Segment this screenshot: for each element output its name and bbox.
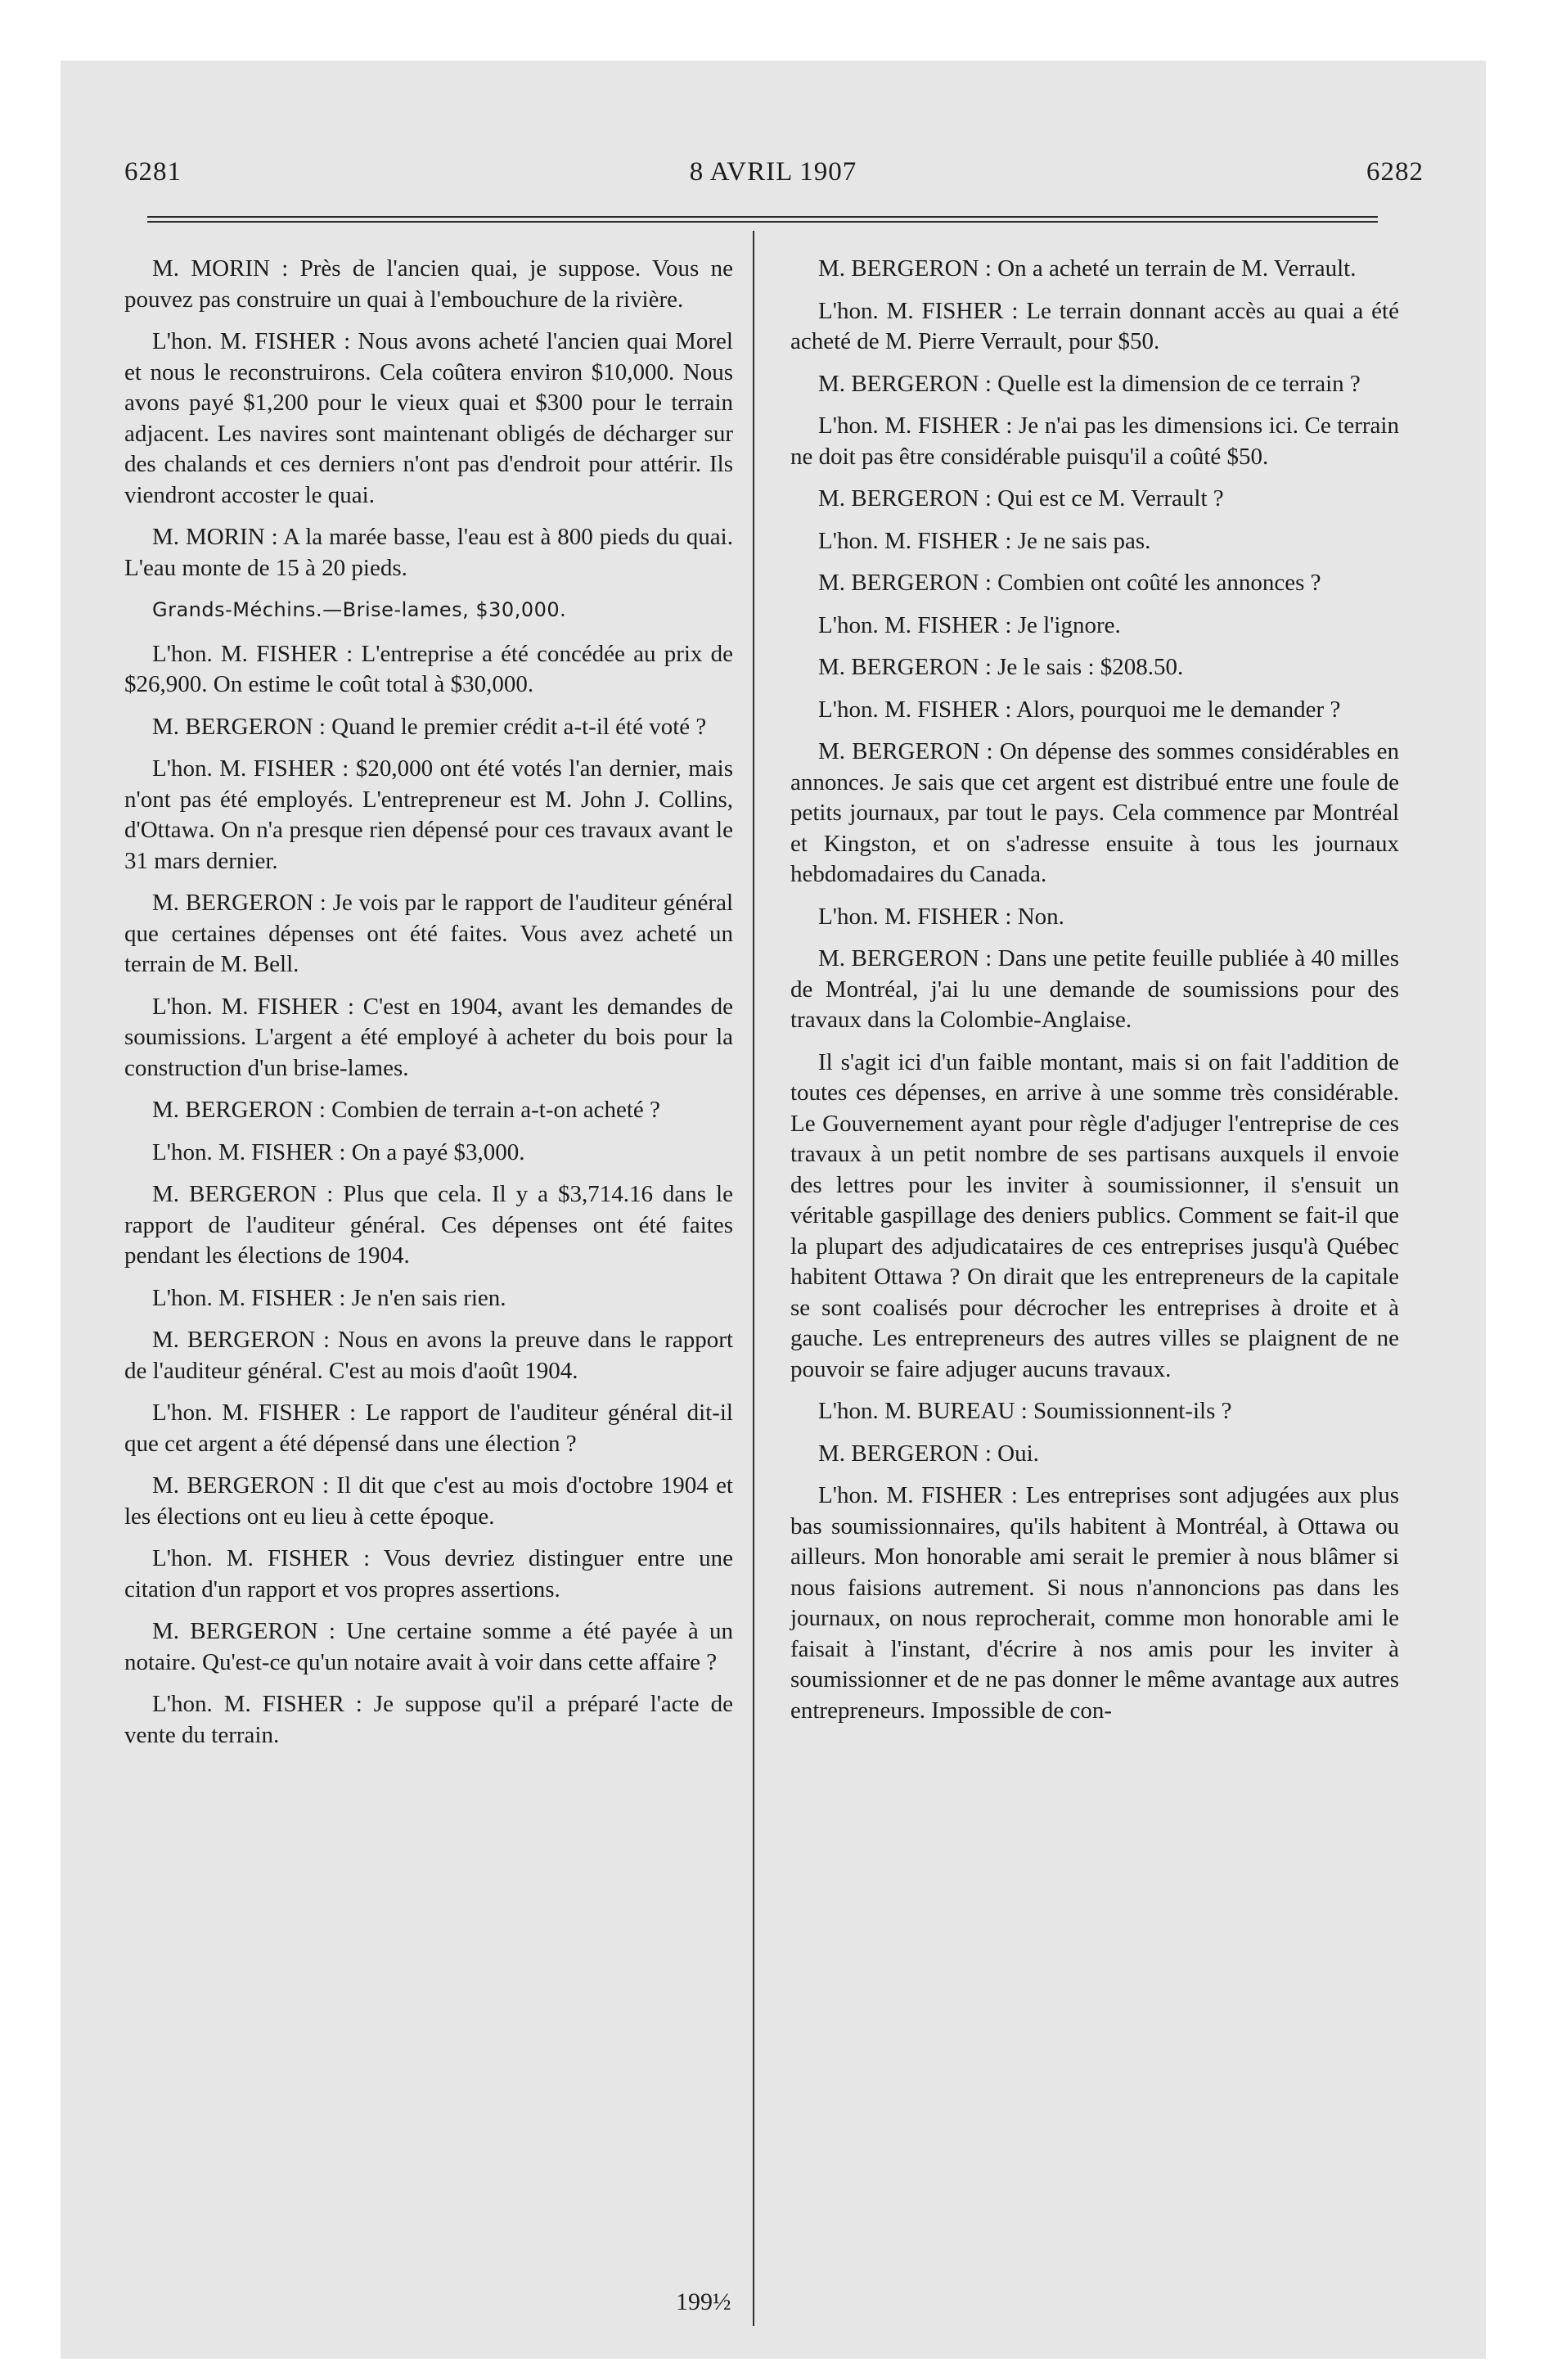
paragraph: M. BERGERON : Dans une petite feuille publiée à 40 milles de Montréal, j'ai lu une demande de soumissions pour des travaux dans la Colombie-Anglaise. [790,945,1399,1033]
paragraph: M. BERGERON : Qui est ce M. Verrault ? [818,485,1224,512]
paragraph: M. MORIN : Près de l'ancien quai, je suppose. Vous ne pouvez pas construire un quai à l'embouchure de la rivière. [124,255,733,313]
paragraph: L'hon. M. FISHER : L'entreprise a été concédée au prix de $26,900. On estime le coût total à $30,000. [124,640,733,697]
paragraph: L'hon. M. FISHER : $20,000 ont été votés l'an dernier, mais n'ont pas été employés. L'entrepreneur est M. John J. Collins, d'Ottawa. On n'a presque rien dépensé pour ces travaux avant le 31 mars dernier. [124,755,733,874]
paragraph: L'hon. M. FISHER : Le terrain donnant accès au quai a été acheté de M. Pierre Verrault, pour $50. [790,297,1399,354]
paragraph: L'hon. M. FISHER : Je ne sais pas. [818,527,1151,554]
folio-mark: 199½ [676,2288,731,2315]
paragraph: L'hon. M. FISHER : Les entreprises sont adjugées aux plus bas soumissionnaires, qu'ils habitent à Montréal, à Ottawa ou ailleurs. Mon honorable ami serait le premier à nous blâmer si nous faisions autrement. Si nous n'annoncions pas dans les journaux, on nous reprocherait, comme mon honorable ami le faisait à l'instant, d'écrire à nos amis pour les inviter à soumissionner et de ne pas donner le même avantage aux autres entrepreneurs. Impossible de con- [790,1482,1399,1724]
paragraph: L'hon. M. FISHER : Je n'en sais rien. [152,1284,506,1311]
paragraph: M. BERGERON : Il dit que c'est au mois d'octobre 1904 et les élections ont eu lieu à cette époque. [124,1472,733,1530]
paragraph: L'hon. M. BUREAU : Soumissionnent-ils ? [818,1398,1232,1424]
paragraph: L'hon. M. FISHER : Je suppose qu'il a préparé l'acte de vente du terrain. [124,1691,733,1748]
paragraph: L'hon. M. FISHER : C'est en 1904, avant les demandes de soumissions. L'argent a été employé à acheter du bois pour la construction d'un brise-lames. [124,993,733,1081]
left-column [124,254,733,1762]
paragraph: M. BERGERON : Combien de terrain a-t-on acheté ? [152,1097,660,1123]
header-rule-second [147,221,1378,223]
paragraph: M. BERGERON : Plus que cela. Il y a $3,714.16 dans le rapport de l'auditeur général. Ces dépenses ont été faites pendant les élections de 1904. [124,1181,733,1269]
page-date: 8 AVRIL 1907 [689,157,857,187]
paragraph: L'hon. M. FISHER : Je l'ignore. [818,611,1121,638]
right-column [790,254,1399,1738]
paragraph: Il s'agit ici d'un faible montant, mais si on fait l'addition de toutes ces dépenses, en arrive à une somme très considérable. Le Gouvernement ayant pour règle d'adjuger l'entreprise de ces travaux à un petit nombre de ses partisans auxquels il envoie des lettres pour les inviter à soumissionner, il s'ensuit un véritable gaspillage des deniers publics. Comment se fait-il que la plupart des adjudicataires de ces entreprises jusqu'à Québec habitent Ottawa ? On dirait que les entrepreneurs de la capitale se sont coalisés pour décrocher les entreprises à droite et à gauche. Les entrepreneurs des autres villes se plaignent de ne pouvoir se faire adjuger aucuns travaux. [790,1048,1399,1382]
paragraph: L'hon. M. FISHER : Alors, pourquoi me le demander ? [818,696,1341,723]
paragraph: M. BERGERON : Je le sais : $208.50. [818,654,1184,680]
paragraph: M. MORIN : A la marée basse, l'eau est à 800 pieds du quai. L'eau monte de 15 à 20 pieds. [124,524,733,581]
paragraph: M. BERGERON : On dépense des sommes considérables en annonces. Je sais que cet argent est distribué entre une foule de petits journaux, par tout le pays. Cela commence par Montréal et Kingston, et on s'adresse ensuite à tous les journaux hebdomadaires du Canada. [790,738,1399,887]
paragraph: M. BERGERON : Oui. [818,1440,1039,1467]
right-page-number: 6282 [1366,157,1424,187]
paragraph: M. BERGERON : Une certaine somme a été payée à un notaire. Qu'est-ce qu'un notaire avait à voir dans cette affaire ? [124,1618,733,1675]
paragraph: M. BERGERON : Combien ont coûté les annonces ? [818,570,1321,596]
paragraph: L'hon. M. FISHER : On a payé $3,000. [152,1138,525,1165]
paragraph: M. BERGERON : Nous en avons la preuve dans le rapport de l'auditeur général. C'est au mois d'août 1904. [124,1327,733,1384]
paragraph: L'hon. M. FISHER : Le rapport de l'auditeur général dit-il que cet argent a été dépensé dans une élection ? [124,1400,733,1457]
paragraph: L'hon. M. FISHER : Vous devriez distinguer entre une citation d'un rapport et vos propres assertions. [124,1545,733,1602]
paragraph: L'hon. M. FISHER : Je n'ai pas les dimensions ici. Ce terrain ne doit pas être considérable puisqu'il a coûté $50. [790,412,1399,470]
paragraph: L'hon. M. FISHER : Nous avons acheté l'ancien quai Morel et nous le reconstruirons. Cela coûtera environ $10,000. Nous avons payé $1,200 pour le vieux quai et $300 pour le terrain adjacent. Les navires sont maintenant obligés de décharger sur des chalands et ces derniers n'ont pas d'endroit pour attérir. Ils viendront accoster le quai. [124,328,733,508]
paragraph: M. BERGERON : On a acheté un terrain de M. Verrault. [818,255,1357,282]
header-rule [147,216,1378,218]
paragraph: L'hon. M. FISHER : Non. [818,903,1064,930]
page-content [61,61,1486,2359]
left-page-number: 6281 [124,157,182,187]
paragraph: M. BERGERON : Quand le premier crédit a-t-il été voté ? [152,713,707,740]
scanned-page [61,61,1486,2359]
paragraph: M. BERGERON : Je vois par le rapport de l'auditeur général que certaines dépenses ont été faites. Vous avez acheté un terrain de M. Bell. [124,890,733,977]
item-heading: Grands-Méchins.—Brise-lames, $30,000. [152,598,567,621]
column-divider [753,231,754,2326]
paragraph: M. BERGERON : Quelle est la dimension de ce terrain ? [818,370,1361,397]
